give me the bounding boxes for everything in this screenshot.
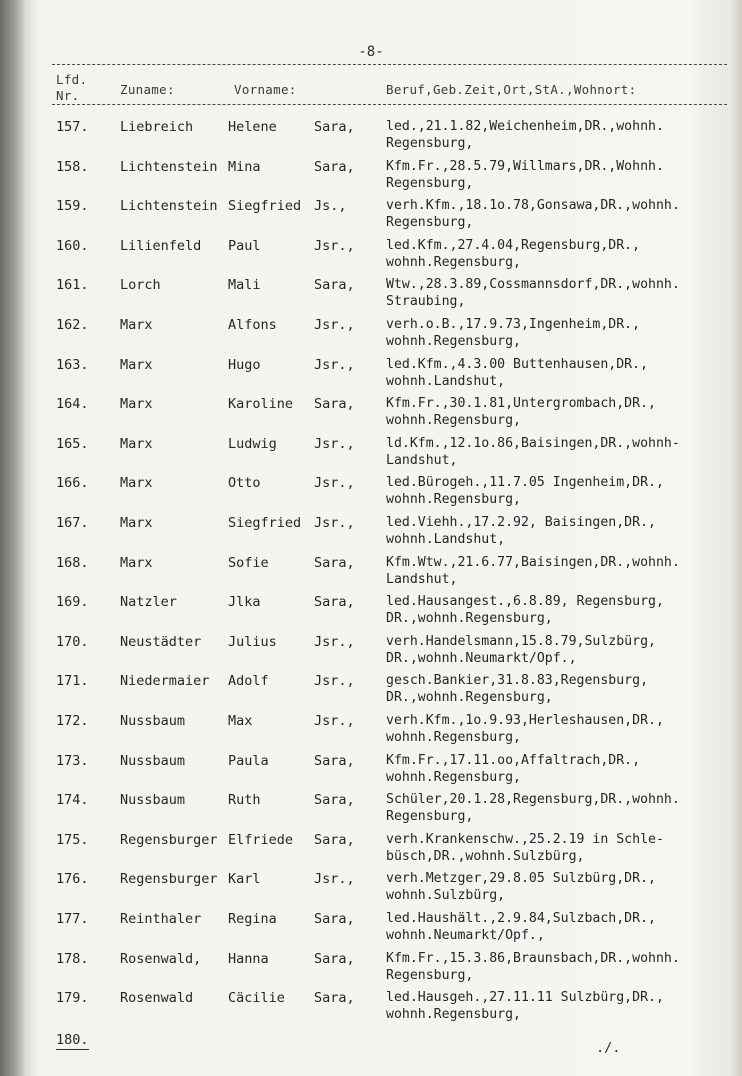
entry-surname: Regensburger	[120, 871, 218, 888]
entry-surname: Marx	[120, 356, 153, 373]
entry-details-line2: Landshut,	[386, 571, 458, 587]
entry-firstname: Ludwig	[228, 435, 277, 452]
entry-surname: Lilienfeld	[120, 237, 202, 254]
header-lfd: Lfd.	[56, 72, 88, 87]
entry-middle-name: Sara,	[314, 277, 355, 294]
entry-middle-name: Jsr.,	[314, 673, 355, 690]
list-item	[0, 277, 742, 317]
entry-number: 160.	[56, 237, 89, 254]
entry-surname: Rosenwald,	[120, 950, 202, 967]
entry-firstname: Cäcilie	[228, 990, 285, 1007]
entry-number: 169.	[56, 594, 89, 611]
header-rule-top	[52, 64, 727, 65]
entry-firstname: Hugo	[228, 356, 261, 373]
entry-details-line2: DR.,wohnh.Neumarkt/Opf.,	[386, 650, 577, 666]
entry-details-line1: led.Hausangest.,6.8.89, Regensburg,	[386, 594, 664, 610]
entry-surname: Neustädter	[120, 633, 202, 650]
entry-firstname: Karl	[228, 871, 261, 888]
entry-firstname: Max	[228, 713, 253, 729]
list-item	[0, 871, 742, 911]
entry-surname: Niedermaier	[120, 673, 210, 690]
entry-details-line2: Regensburg,	[386, 215, 474, 231]
header-details: Beruf,Geb.Zeit,Ort,StA.,Wohnort:	[386, 82, 637, 97]
entry-firstname: Paula	[228, 752, 269, 769]
list-item	[0, 396, 742, 436]
entry-surname: Marx	[120, 317, 153, 333]
list-item	[0, 515, 742, 555]
entry-middle-name: Sara,	[314, 990, 355, 1007]
entry-number: 158.	[56, 158, 89, 175]
entry-number: 163.	[56, 356, 89, 373]
entry-surname: Nussbaum	[120, 792, 186, 809]
entry-number: 178.	[56, 950, 89, 967]
entry-number: 166.	[56, 475, 89, 492]
entry-number: 165.	[56, 435, 89, 452]
entry-middle-name: Jsr.,	[314, 713, 355, 729]
entry-surname: Lichtenstein	[120, 198, 218, 215]
list-item	[0, 555, 742, 595]
entry-details-line1: led.,21.1.82,Weichenheim,DR.,wohnh.	[386, 119, 664, 134]
list-item	[0, 159, 742, 199]
entry-surname: Regensburger	[120, 831, 218, 848]
entry-number: 161.	[56, 277, 89, 294]
continuation-mark: ./.	[596, 1040, 621, 1056]
entry-details-line1: led.Kfm.,27.4.04,Regensburg,DR.,	[386, 237, 641, 253]
entry-number: 168.	[56, 554, 89, 571]
entry-details-line2: Regensburg,	[386, 136, 474, 151]
entry-middle-name: Jsr.,	[314, 435, 355, 452]
entry-details-line2: DR.,wohnh.Regensburg,	[386, 611, 553, 627]
entry-details-line2: wohnh.Regensburg,	[386, 492, 521, 508]
entry-details-line2: DR.,wohnh.Regensburg,	[386, 690, 553, 706]
list-item	[0, 911, 742, 951]
entry-firstname: Siegfried	[228, 515, 302, 531]
entry-details-line2: Regensburg,	[386, 967, 474, 983]
entry-details-line2: Landshut,	[386, 452, 458, 468]
entry-firstname: Adolf	[228, 673, 269, 690]
entry-middle-name: Sara,	[314, 752, 355, 769]
list-item	[0, 713, 742, 753]
entry-surname: Marx	[120, 554, 153, 571]
entry-firstname: Karoline	[228, 396, 294, 413]
entry-details-line2: wohnh.Landshut,	[386, 532, 506, 547]
entry-firstname: Alfons	[228, 317, 277, 333]
entry-firstname: Mina	[228, 158, 261, 175]
entry-details-line1: Wtw.,28.3.89,Cossmannsdorf,DR.,wohnh.	[386, 277, 680, 293]
entry-surname: Rosenwald	[120, 990, 194, 1007]
entry-surname: Nussbaum	[120, 713, 186, 729]
entry-surname: Lichtenstein	[120, 158, 218, 175]
entry-surname: Nussbaum	[120, 752, 186, 769]
entry-details-line1: Kfm.Fr.,15.3.86,Braunsbach,DR.,wohnh.	[386, 950, 680, 966]
entry-details-line1: verh.Krankenschw.,25.2.19 in Schle-	[386, 831, 664, 847]
entry-number: 173.	[56, 752, 89, 769]
entry-middle-name: Js.,	[314, 198, 347, 215]
entry-firstname: Hanna	[228, 950, 269, 967]
entry-details-line1: verh.Kfm.,18.1o.78,Gonsawa,DR.,wohnh.	[386, 198, 680, 214]
entry-firstname: Sofie	[228, 554, 269, 571]
entry-details-line2: wohnh.Regensburg,	[386, 769, 521, 785]
entry-details-line2: wohnh.Regensburg,	[386, 730, 521, 745]
page-number: -8-	[358, 44, 384, 60]
list-item	[0, 673, 742, 713]
entry-firstname: Otto	[228, 475, 261, 492]
entry-number: 164.	[56, 396, 89, 413]
entry-details-line1: led.Viehh.,17.2.92, Baisingen,DR.,	[386, 515, 656, 530]
list-item	[0, 990, 742, 1030]
entry-number: 179.	[56, 990, 89, 1007]
entry-details-line2: Regensburg,	[386, 809, 474, 825]
entry-surname: Marx	[120, 435, 153, 452]
entry-details-line1: verh.o.B.,17.9.73,Ingenheim,DR.,	[386, 317, 641, 332]
entry-details-line2: Straubing,	[386, 294, 466, 310]
list-item	[0, 475, 742, 515]
entry-details-line1: led.Kfm.,4.3.00 Buttenhausen,DR.,	[386, 356, 649, 372]
entry-surname: Liebreich	[120, 119, 194, 135]
entry-details-line2: Regensburg,	[386, 175, 474, 191]
entry-middle-name: Sara,	[314, 950, 355, 967]
entry-middle-name: Jsr.,	[314, 237, 355, 254]
entry-details-line1: led.Haushält.,2.9.84,Sulzbach,DR.,	[386, 911, 656, 926]
list-item	[0, 119, 742, 159]
list-item	[0, 317, 742, 357]
entry-surname: Marx	[120, 396, 153, 413]
list-item	[0, 634, 742, 674]
entry-firstname: Helene	[228, 119, 277, 135]
entry-middle-name: Sara,	[314, 396, 355, 413]
entry-firstname: Elfriede	[228, 831, 294, 848]
entry-number: 177.	[56, 911, 89, 927]
entry-details-line2: wohnh.Regensburg,	[386, 1007, 521, 1023]
list-item	[0, 594, 742, 634]
entry-number: 162.	[56, 317, 89, 333]
entry-number: 176.	[56, 871, 89, 888]
entry-details-line2: wohnh.Regensburg,	[386, 254, 521, 270]
entry-firstname: Jlka	[228, 594, 261, 611]
entry-middle-name: Sara,	[314, 594, 355, 611]
list-item	[0, 951, 742, 991]
entry-firstname: Ruth	[228, 792, 261, 809]
entry-middle-name: Jsr.,	[314, 633, 355, 650]
entry-surname: Marx	[120, 475, 153, 492]
entry-middle-name: Jsr.,	[314, 356, 355, 373]
list-item	[0, 753, 742, 793]
entry-middle-name: Sara,	[314, 119, 355, 135]
entry-number: 157.	[56, 119, 89, 135]
entry-details-line1: verh.Handelsmann,15.8.79,Sulzbürg,	[386, 633, 656, 649]
entry-number: 174.	[56, 792, 89, 809]
entry-details-line2: büsch,DR.,wohnh.Sulzbürg,	[386, 848, 585, 864]
entry-details-line1: Kfm.Fr.,28.5.79,Willmars,DR.,Wohnh.	[386, 158, 664, 174]
entry-details-line1: Kfm.Wtw.,21.6.77,Baisingen,DR.,wohnh.	[386, 554, 680, 570]
entry-number: 170.	[56, 633, 89, 650]
entry-details-line2: wohnh.Regensburg,	[386, 413, 521, 429]
header-surname: Zuname:	[120, 82, 175, 97]
entry-middle-name: Jsr.,	[314, 515, 355, 531]
header-firstname: Vorname:	[234, 82, 297, 97]
entry-middle-name: Jsr.,	[314, 317, 355, 333]
entry-number: 159.	[56, 198, 89, 215]
entry-details-line2: wohnh.Landshut,	[386, 373, 506, 389]
entry-details-line1: ld.Kfm.,12.1o.86,Baisingen,DR.,wohnh-	[386, 435, 680, 451]
entry-middle-name: Sara,	[314, 554, 355, 571]
list-item	[0, 832, 742, 872]
entry-details-line1: led.Hausgeh.,27.11.11 Sulzbürg,DR.,	[386, 990, 664, 1006]
entry-details-line2: wohnh.Regensburg,	[386, 334, 521, 349]
next-entry-number: 180.	[56, 1032, 89, 1048]
header-nr: Nr.	[56, 88, 80, 103]
entry-details-line1: verh.Metzger,29.8.05 Sulzbürg,DR.,	[386, 871, 656, 887]
entry-details-line1: verh.Kfm.,1o.9.93,Herleshausen,DR.,	[386, 713, 664, 728]
list-item	[0, 357, 742, 397]
entry-details-line2: wohnh.Sulzbürg,	[386, 888, 506, 904]
entry-surname: Reinthaler	[120, 911, 202, 927]
list-item	[0, 436, 742, 476]
entry-surname: Natzler	[120, 594, 177, 611]
entry-surname: Lorch	[120, 277, 161, 294]
entry-details-line1: Kfm.Fr.,17.11.oo,Affaltrach,DR.,	[386, 752, 641, 768]
header-rule-bottom	[52, 104, 727, 105]
entry-firstname: Siegfried	[228, 198, 302, 215]
entry-number: 175.	[56, 831, 89, 848]
list-item	[0, 792, 742, 832]
entry-details-line1: Schüler,20.1.28,Regensburg,DR.,wohnh.	[386, 792, 680, 808]
entry-middle-name: Sara,	[314, 792, 355, 809]
entry-middle-name: Jsr.,	[314, 871, 355, 888]
entry-firstname: Regina	[228, 911, 277, 927]
entry-number: 172.	[56, 713, 89, 729]
list-item	[0, 238, 742, 278]
entry-middle-name: Sara,	[314, 911, 355, 927]
entry-number: 171.	[56, 673, 89, 690]
entry-number: 167.	[56, 515, 89, 531]
entry-middle-name: Jsr.,	[314, 475, 355, 492]
entry-details-line1: led.Bürogeh.,11.7.05 Ingenheim,DR.,	[386, 475, 664, 491]
entry-details-line1: Kfm.Fr.,30.1.81,Untergrombach,DR.,	[386, 396, 656, 412]
entry-details-line1: gesch.Bankier,31.8.83,Regensburg,	[386, 673, 649, 689]
entry-surname: Marx	[120, 515, 153, 531]
entry-firstname: Julius	[228, 633, 277, 650]
entry-firstname: Paul	[228, 237, 261, 254]
entry-details-line2: wohnh.Neumarkt/Opf.,	[386, 928, 545, 943]
entry-firstname: Mali	[228, 277, 261, 294]
entry-middle-name: Sara,	[314, 158, 355, 175]
list-item	[0, 198, 742, 238]
entry-middle-name: Sara,	[314, 831, 355, 848]
